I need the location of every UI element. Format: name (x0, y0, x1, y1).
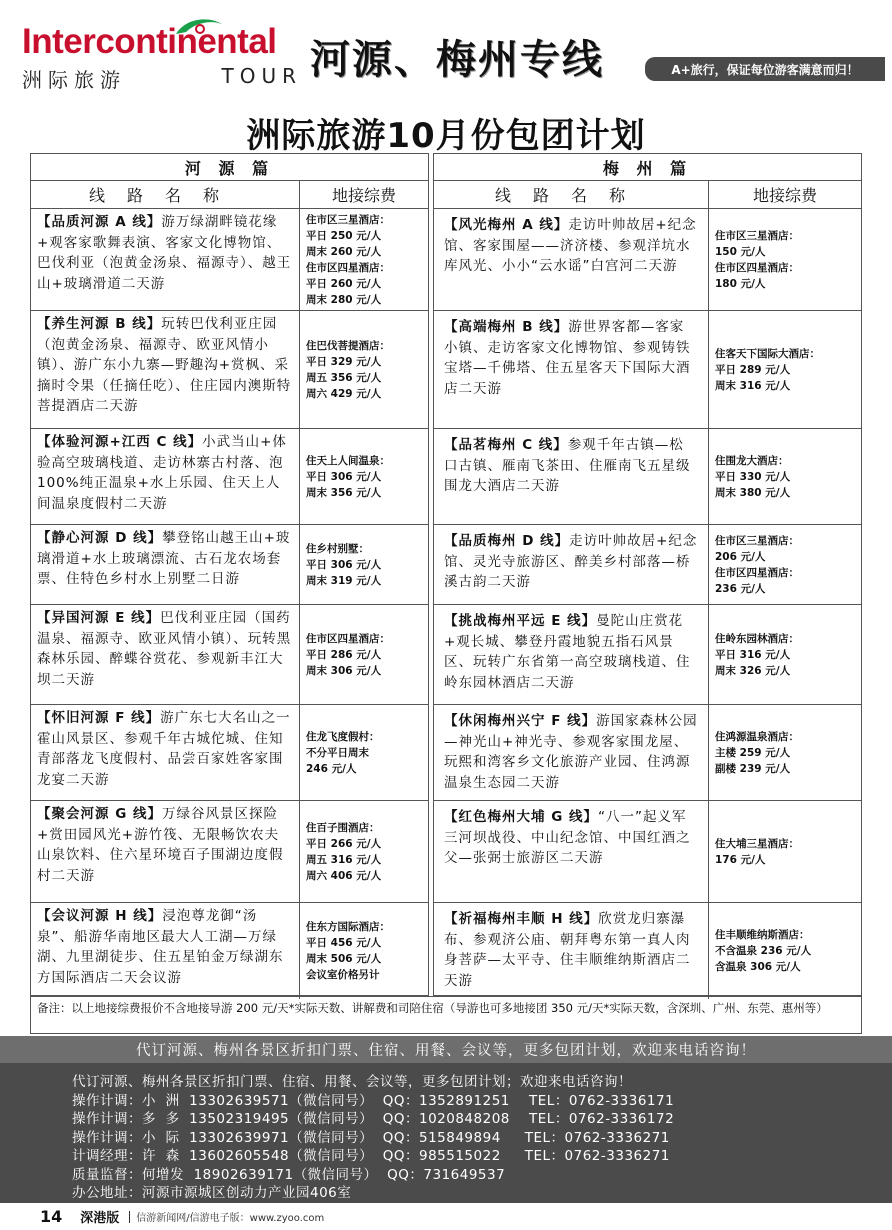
route-row (434, 903, 861, 999)
column-header (434, 181, 861, 209)
slogan-badge: A+旅行，保证每位游客满意而归！ (645, 57, 885, 81)
route-name: 【休闲梅州兴宁 F 线】 (444, 713, 597, 729)
price-line: 周末 280 元/人 (306, 293, 382, 306)
route-name: 【怀旧河源 F 线】 (37, 710, 161, 726)
route-text: 游广东七大名山之一霍山风景区、参观千年古城佗城、住知青部落龙飞度假村、品尝百家姓客家围龙宴二天游 (37, 710, 291, 788)
route-text: 攀登铭山越王山+玻璃滑道+水上玻璃漂流、古石龙农场套票、住特色乡村水上别墅二日游 (37, 530, 291, 587)
route-name: 【会议河源 H 线】 (37, 908, 163, 924)
route-name: 【品质梅州 D 线】 (444, 533, 570, 549)
divider (129, 1211, 130, 1223)
price-line: 平日 330 元/人 (715, 470, 791, 483)
route-row (31, 801, 428, 903)
route-text: 玩转巴伐利亚庄园（泡黄金汤泉、福源寺、欧亚风情小镇）、游广东小九寨—野趣沟+赏枫、采摘时令果（任摘任吃）、住庄园内澳斯特菩提酒店二天游 (37, 316, 292, 414)
route-row (434, 311, 861, 429)
route-description (31, 801, 300, 902)
promo-band: 代订河源、梅州各景区折扣门票、住宿、用餐、会议等，更多包团计划，欢迎来电话咨询！ (0, 1036, 892, 1063)
heyuan-panel (30, 153, 429, 996)
route-row (31, 903, 428, 999)
header-title: 河源、梅州专线 (310, 37, 604, 83)
route-name: 【风光梅州 A 线】 (444, 217, 569, 233)
page-footer (0, 1203, 892, 1230)
swirl-icon (172, 16, 226, 38)
route-name: 【红色梅州大埔 G 线】 (444, 809, 598, 825)
brand-name: Intercontinental (22, 22, 277, 61)
route-price (709, 605, 861, 704)
price-line: 会议室价格另计 (306, 969, 380, 981)
price-line: 周六 429 元/人 (306, 387, 382, 400)
contact-line: 计调经理：许 森 13602605548（微信同号） QQ：985515022 TEL：0762-3336271 (72, 1148, 670, 1164)
price-line: 住市区四星酒店： (715, 566, 799, 579)
price-line: 住鸿源温泉酒店： (715, 730, 799, 743)
route-description (434, 525, 709, 604)
route-name: 【高端梅州 B 线】 (444, 319, 569, 335)
price-line: 周六 406 元/人 (306, 869, 382, 882)
route-text: 万绿谷风景区探险+赏田园风光+游竹筏、无限畅饮农夫山泉饮料、住六星环境百子围湖边度假村二天游 (37, 806, 284, 884)
route-price (709, 903, 861, 999)
price-line: 住百子围酒店： (306, 821, 380, 834)
column-header (31, 181, 428, 209)
price-line: 住市区四星酒店： (306, 632, 390, 645)
route-text: 参观千年古镇—松口古镇、雁南飞茶田、住雁南飞五星级围龙大酒店二天游 (444, 437, 691, 494)
route-row (31, 605, 428, 705)
brand-en: TOUR (221, 64, 302, 88)
price-line: 周末 380 元/人 (715, 486, 791, 499)
price-line: 住东方国际酒店： (306, 921, 390, 933)
price-line: 住龙飞度假村： (306, 730, 380, 743)
route-description (434, 209, 709, 310)
route-price (300, 311, 428, 428)
contact-block (0, 1063, 892, 1203)
meizhou-panel (433, 153, 862, 996)
route-name: 【品质河源 A 线】 (37, 214, 162, 230)
route-row (434, 605, 861, 705)
contact-line: 质量监督：何增发 18902639171（微信同号） QQ：731649537 (72, 1166, 506, 1183)
brand-logo (22, 22, 302, 94)
route-name: 【静心河源 D 线】 (37, 530, 163, 546)
price-line: 周末 319 元/人 (306, 574, 382, 587)
panel-title: 梅 州 篇 (434, 154, 861, 181)
price-line: 住客天下国际大酒店： (715, 347, 820, 360)
contact-line: 操作计调：小 洲 13302639571（微信同号） QQ：1352891251 TEL：0762-3336171 (72, 1092, 675, 1109)
brand-sub (22, 64, 302, 93)
contact-line: 办公地址：河源市源城区创动力产业园406室 (72, 1185, 352, 1201)
price-line: 246 元/人 (306, 762, 357, 775)
route-name: 【祈福梅州丰顺 H 线】 (444, 911, 599, 927)
price-line: 住市区四星酒店： (715, 261, 799, 274)
remark-note: 备注：以上地接综费报价不含地接导游 200 元/天*实际天数、讲解费和司陪住宿（导游也可多地接团 350 元/天*实际天数，含深圳、广州、东莞、惠州等） (30, 996, 862, 1034)
route-row (434, 429, 861, 525)
route-row (434, 525, 861, 605)
price-line: 住市区四星酒店： (306, 261, 390, 274)
route-price (300, 605, 428, 704)
price-line: 150 元/人 (715, 245, 766, 258)
price-line: 住大埔三星酒店： (715, 837, 799, 850)
route-price (709, 801, 861, 902)
price-line: 住巴伐菩提酒店： (306, 339, 390, 352)
route-description (31, 903, 300, 999)
contact-line: 操作计调：多 多 13502319495（微信同号） QQ：1020848208 TEL：0762-3336172 (72, 1111, 675, 1127)
price-line: 住天上人间温泉： (306, 454, 390, 467)
route-row (434, 801, 861, 903)
column-route: 线路名称 (434, 181, 709, 208)
page-title: 洲际旅游10月份包团计划 (246, 116, 646, 156)
route-row (434, 209, 861, 311)
column-price: 地接综费 (752, 186, 817, 205)
price-line: 平日 456 元/人 (306, 937, 382, 949)
contact-line: 操作计调：小 际 13302639971（微信同号） QQ：515849894 TEL：0762-3336271 (72, 1129, 670, 1146)
price-line: 周五 316 元/人 (306, 853, 382, 866)
price-line: 住市区三星酒店： (715, 229, 799, 242)
route-name: 【聚会河源 G 线】 (37, 806, 162, 822)
edition-label: 深港版 (80, 1211, 120, 1226)
route-description (434, 903, 709, 999)
price-line: 平日 250 元/人 (306, 229, 382, 242)
price-line: 平日 289 元/人 (715, 363, 791, 376)
route-price (709, 311, 861, 428)
route-price (300, 903, 428, 999)
route-description (31, 605, 300, 704)
price-line: 平日 260 元/人 (306, 277, 382, 290)
price-line: 周五 356 元/人 (306, 371, 382, 384)
brand-cn: 洲际旅游 (22, 68, 126, 92)
route-text: 浸泡尊龙御“汤泉”、船游华南地区最大人工湖—万绿湖、九里湖徒步、住五星铂金万绿湖东方国际酒店二天会议游 (37, 908, 284, 986)
price-line: 住围龙大酒店： (715, 454, 789, 467)
route-description (434, 605, 709, 704)
route-name: 【养生河源 B 线】 (37, 316, 162, 332)
route-text: 游国家森林公园—神光山+神光寺、参观客家围龙屋、玩熙和湾客乡文化旅游产业园、住鸿源温泉生态园二天游 (444, 713, 698, 791)
route-description (31, 311, 300, 428)
route-row (31, 209, 428, 311)
site-info: 信游新闻网/信游电子版：www.zyoo.com (136, 1213, 325, 1224)
contact-line: 代订河源、梅州各景区折扣门票、住宿、用餐、会议等，更多包团计划；欢迎来电话咨询！ (72, 1074, 632, 1090)
route-description (434, 705, 709, 800)
route-row (31, 311, 428, 429)
route-row (31, 429, 428, 525)
route-name: 【体验河源+江西 C 线】 (37, 434, 203, 450)
route-price (300, 209, 428, 310)
price-line: 平日 316 元/人 (715, 648, 791, 661)
route-description (434, 311, 709, 428)
route-description (31, 209, 300, 310)
price-line: 平日 306 元/人 (306, 470, 382, 483)
price-line: 平日 266 元/人 (306, 837, 382, 850)
price-line: 周末 260 元/人 (306, 245, 382, 258)
price-line: 副楼 239 元/人 (715, 762, 791, 775)
price-line: 180 元/人 (715, 277, 766, 290)
route-price (709, 429, 861, 524)
route-text: 欣赏龙归寨瀑布、参观济公庙、朝拜粤东第一真人肉身菩萨—太平寺、住丰顺维纳斯酒店二天游 (444, 911, 691, 989)
price-line: 含温泉 306 元/人 (715, 961, 801, 973)
price-line: 住市区三星酒店： (715, 534, 799, 547)
price-line: 周末 506 元/人 (306, 953, 382, 965)
price-line: 主楼 259 元/人 (715, 746, 791, 759)
route-row (434, 705, 861, 801)
price-line: 不分平日周末 (306, 746, 369, 759)
route-text: 游世界客都—客家小镇、走访客家文化博物馆、参观铸铁宝塔—千佛塔、住五星客天下国际大酒店二天游 (444, 319, 691, 397)
route-description (31, 525, 300, 604)
price-line: 住市区三星酒店： (306, 213, 390, 226)
price-line: 住岭东园林酒店： (715, 632, 799, 645)
price-line: 周末 316 元/人 (715, 379, 791, 392)
route-text: 游万绿湖畔镜花缘+观客家歌舞表演、客家文化博物馆、巴伐利亚（泡黄金汤泉、福源寺）、越王山+玻璃滑道二天游 (37, 214, 292, 292)
route-price (709, 525, 861, 604)
route-text: 曼陀山庄赏花+观长城、攀登丹霞地貌五指石风景区、玩转广东省第一高空玻璃栈道、住岭东园林酒店二天游 (444, 613, 691, 691)
route-name: 【挑战梅州平远 E 线】 (444, 613, 597, 629)
price-line: 住丰顺维纳斯酒店： (715, 929, 810, 941)
route-name: 【品茗梅州 C 线】 (444, 437, 568, 453)
route-price (300, 801, 428, 902)
price-line: 176 元/人 (715, 853, 766, 866)
route-text: 小武当山+体验高空玻璃栈道、走访林寨古村落、泡 100%纯正温泉+水上乐园、住天上人间温泉度假村二天游 (37, 434, 287, 512)
price-line: 平日 286 元/人 (306, 648, 382, 661)
route-row (31, 525, 428, 605)
route-description (31, 429, 300, 524)
route-text: 走访叶帅故居+纪念馆、客家围屋——济济楼、参观洋坑水库风光、小小“云水谣”白宫河二天游 (444, 217, 697, 274)
price-line: 周末 356 元/人 (306, 486, 382, 499)
route-text: 走访叶帅故居+纪念馆、灵光寺旅游区、醉美乡村部落—桥溪古韵二天游 (444, 533, 698, 590)
column-price: 地接综费 (331, 186, 396, 205)
price-line: 236 元/人 (715, 582, 766, 595)
price-line: 周末 326 元/人 (715, 664, 791, 677)
page-number: 14 (40, 1207, 63, 1226)
price-line: 周末 306 元/人 (306, 664, 382, 677)
route-description (31, 705, 300, 800)
panel-title: 河 源 篇 (31, 154, 428, 181)
route-price (709, 209, 861, 310)
route-text: 巴伐利亚庄园（国药温泉、福源寺、欧亚风情小镇）、玩转黑森林乐园、醉蝶谷赏花、参观新丰江大坝二天游 (37, 610, 292, 688)
route-price (300, 525, 428, 604)
price-line: 平日 329 元/人 (306, 355, 382, 368)
route-row (31, 705, 428, 801)
route-description (434, 429, 709, 524)
route-name: 【异国河源 E 线】 (37, 610, 161, 626)
route-price (709, 705, 861, 800)
route-price (300, 705, 428, 800)
price-line: 住乡村别墅： (306, 542, 369, 555)
price-line: 不含温泉 236 元/人 (715, 945, 812, 957)
price-line: 平日 306 元/人 (306, 558, 382, 571)
route-text: “八一”起义军三河坝战役、中山纪念馆、中国红酒之父—张弼士旅游区二天游 (444, 809, 691, 866)
route-description (434, 801, 709, 902)
price-line: 206 元/人 (715, 550, 766, 563)
route-price (300, 429, 428, 524)
column-route: 线路名称 (31, 181, 300, 208)
